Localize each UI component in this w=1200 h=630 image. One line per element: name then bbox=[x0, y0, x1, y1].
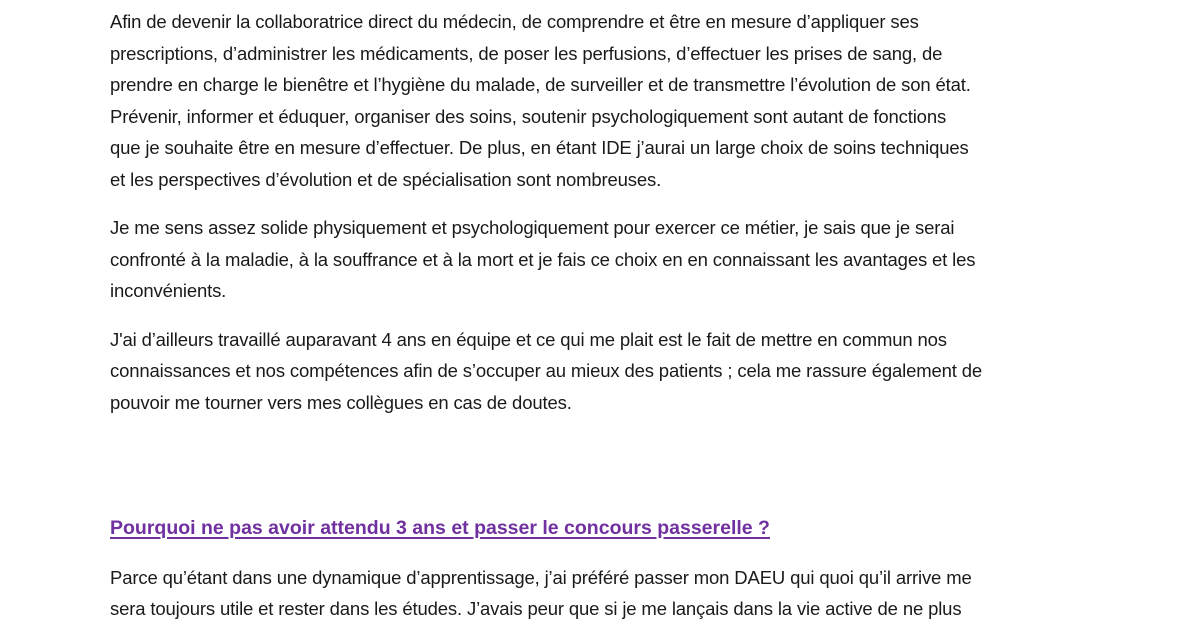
section-heading: Pourquoi ne pas avoir attendu 3 ans et passer le concours passerelle ? bbox=[110, 517, 770, 539]
paragraph-daeu-answer: Parce qu’étant dans une dynamique d’apprentissage, j’ai préféré passer mon DAEU qui quoi qu’il arrive me sera toujours utile et rester dans les études. J’avais peur que si je me lançais dans la vie active de ne plus bbox=[110, 566, 972, 619]
section-spacer bbox=[110, 435, 1100, 513]
document-body bbox=[110, 6, 1100, 630]
paragraph-physical-readiness: Je me sens assez solide physiquement et psychologiquement pour exercer ce métier, je sais que je serai confronté à la maladie, à la souffrance et à la mort et je fais ce choix en en connaissant les avantages et les inconvénients. bbox=[110, 217, 976, 301]
paragraph-team-experience: J'ai d’ailleurs travaillé auparavant 4 ans en équipe et ce qui me plait est le fait de mettre en commun nos connaissances et nos compétences afin de s’occuper au mieux des patients ; cela me rassure également de pouvoir me tourner vers mes collègues en cas de doutes. bbox=[110, 328, 983, 413]
paragraph-role-description: Afin de devenir la collaboratrice direct du médecin, de comprendre et être en mesure d’appliquer ses prescriptions, d’administrer les médicaments, de poser les perfusions, d’effectuer les prises de sang, de prendre en charge le bienêtre et l’hygiène du malade, de surveiller et de transmettre l’évolution de son état. Prévenir, informer et éduquer, organiser des soins, soutenir psychologiquement sont autant de fonctions que je souhaite être en mesure d’effectuer. De plus, en étant IDE j’aurai un large choix de soins techniques et les perspectives d’évolution et de spécialisation sont nombreuses. bbox=[110, 11, 971, 190]
